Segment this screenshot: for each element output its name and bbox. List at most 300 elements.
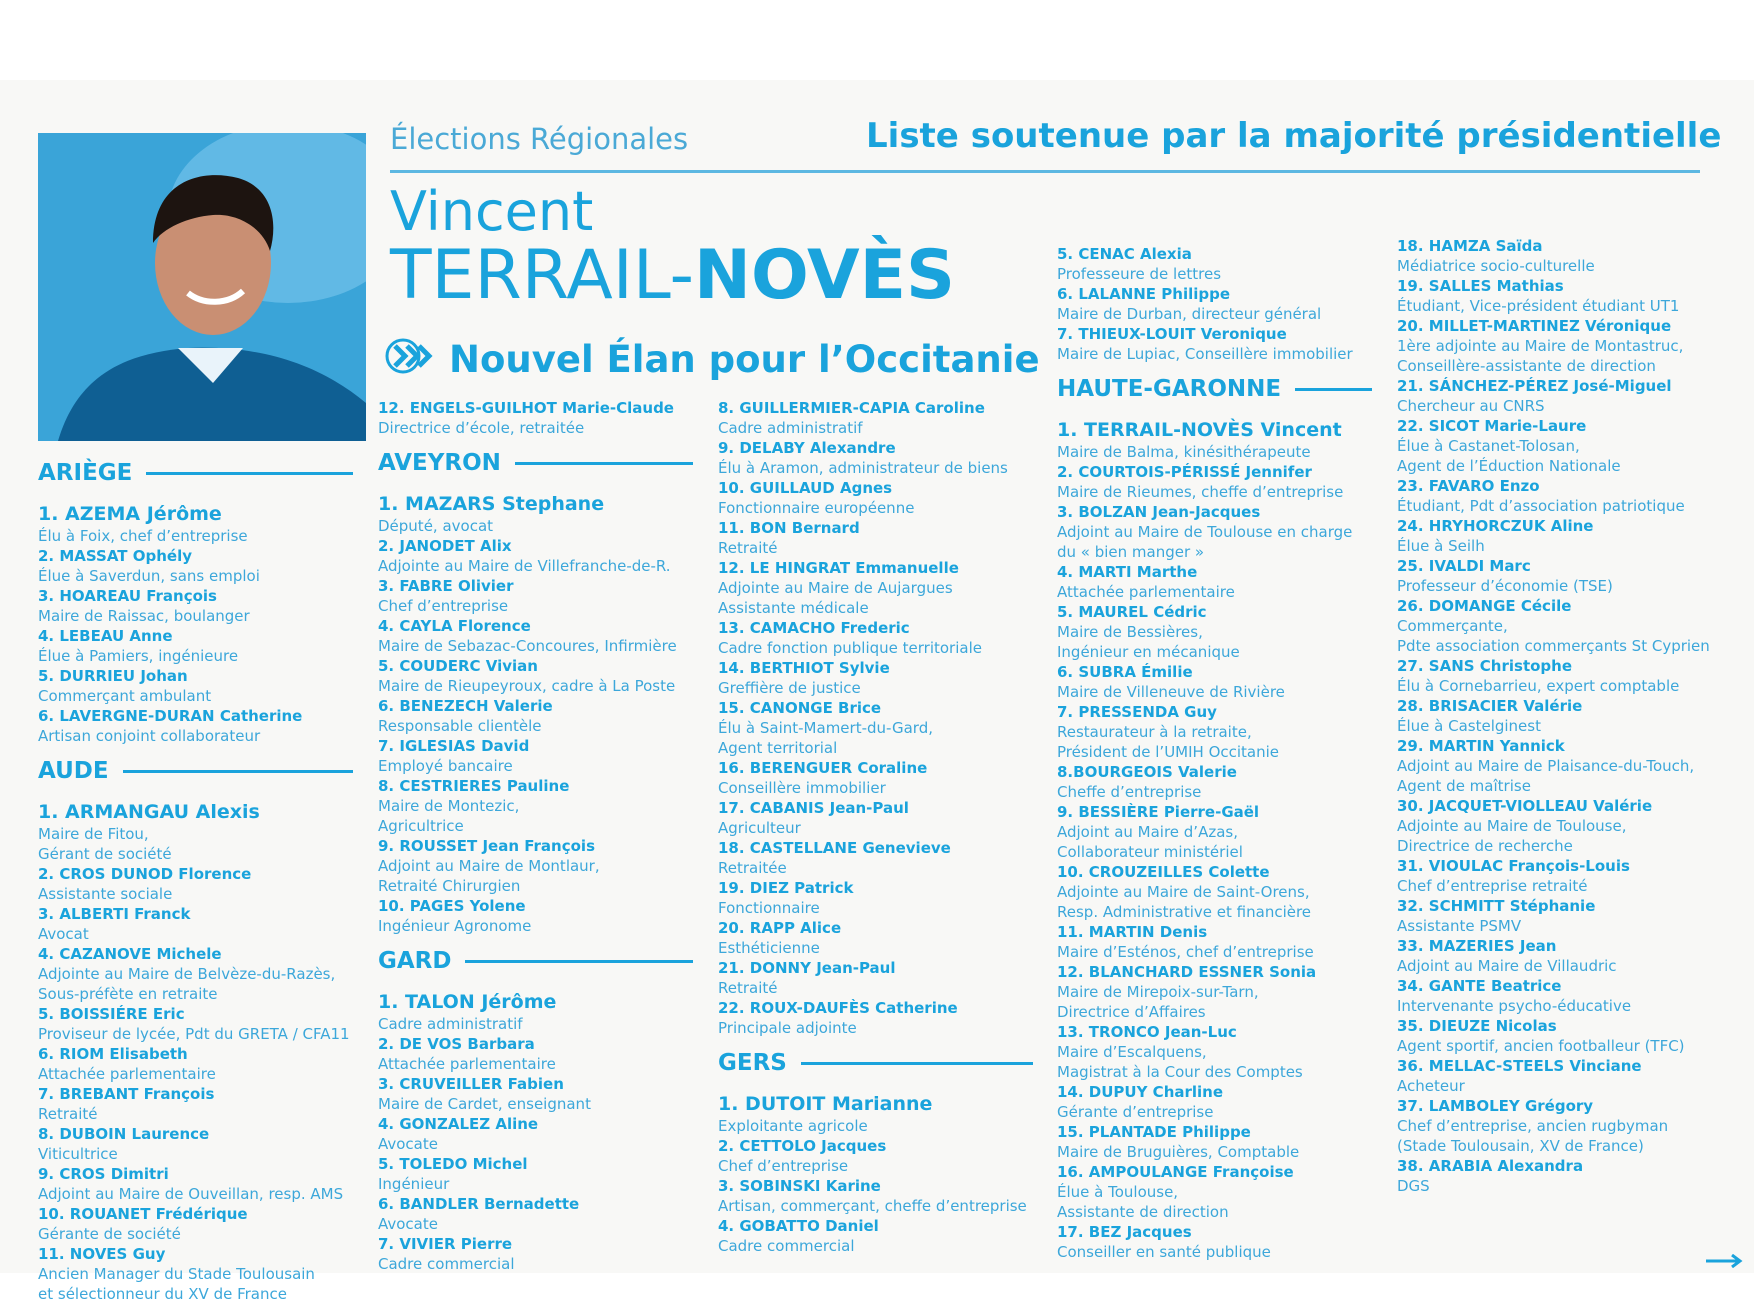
- candidate-name: 3. ALBERTI Franck: [38, 905, 191, 923]
- candidate-role: et sélectionneur du XV de France: [38, 1285, 287, 1303]
- candidate-role: Avocat: [38, 925, 89, 943]
- candidate-entry: [1397, 376, 1717, 416]
- candidate-portrait: [38, 133, 366, 441]
- candidate-entry: [38, 1044, 353, 1084]
- candidate-entry: [718, 558, 1033, 618]
- candidate-name: 36. MELLAC-STEELS Vinciane: [1397, 1057, 1642, 1075]
- candidate-role: Attachée parlementaire: [378, 1055, 556, 1073]
- department-name: HAUTE-GARONNE: [1057, 376, 1282, 402]
- candidate-name: 7. THIEUX-LOUIT Veronique: [1057, 325, 1287, 343]
- candidate-role: Maire de Sebazac-Concoures, Infirmière: [378, 637, 677, 655]
- candidate-name: 2. CROS DUNOD Florence: [38, 865, 252, 883]
- candidate-name: 4. MARTI Marthe: [1057, 563, 1198, 581]
- candidate-entry: [1057, 418, 1372, 462]
- candidate-name: 20. RAPP Alice: [718, 919, 842, 937]
- candidate-role: Adjointe au Maire de Belvèze-du-Razès,: [38, 965, 336, 983]
- list-column-4: [1057, 244, 1372, 1262]
- candidate-role: Élu à Aramon, administrateur de biens: [718, 459, 1008, 477]
- candidate-entry: [718, 478, 1033, 518]
- candidate-entry: [378, 1234, 693, 1274]
- candidate-name: 6. BENEZECH Valerie: [378, 697, 553, 715]
- candidate-entry: [1057, 662, 1372, 702]
- candidate-name: 24. HRYHORCZUK Aline: [1397, 517, 1594, 535]
- candidate-role: Professeure de lettres: [1057, 265, 1222, 283]
- candidate-role: Élue à Castanet-Tolosan,: [1397, 437, 1580, 455]
- candidate-name: 25. IVALDI Marc: [1397, 557, 1531, 575]
- candidate-role: Assistante médicale: [718, 599, 869, 617]
- candidate-role: Directrice d’Affaires: [1057, 1003, 1206, 1021]
- candidate-entry: [1057, 562, 1372, 602]
- candidate-role: Adjointe au Maire de Toulouse,: [1397, 817, 1627, 835]
- candidate-role: Assistante PSMV: [1397, 917, 1522, 935]
- candidate-role: Greffière de justice: [718, 679, 861, 697]
- candidate-entry: [1057, 702, 1372, 762]
- candidate-name: 4. LEBEAU Anne: [38, 627, 173, 645]
- arrow-right-icon: [1706, 1253, 1746, 1267]
- candidate-role: Adjoint au Maire de Montlaur,: [378, 857, 600, 875]
- candidate-role: Pdte association commerçants St Cyprien: [1397, 637, 1710, 655]
- candidate-role: Chef d’entreprise retraité: [1397, 877, 1588, 895]
- candidate-name: 7. BREBANT François: [38, 1085, 215, 1103]
- candidate-entry: [378, 1034, 693, 1074]
- candidate-name: 2. DE VOS Barbara: [378, 1035, 535, 1053]
- candidate-name: 5. TOLEDO Michel: [378, 1155, 528, 1173]
- candidate-entry: [718, 798, 1033, 838]
- candidate-name: 19. SALLES Mathias: [1397, 277, 1564, 295]
- candidate-entry: [1057, 862, 1372, 922]
- candidate-entry: [1397, 896, 1717, 936]
- candidate-role: Retraitée: [718, 859, 787, 877]
- candidate-name: 13. CAMACHO Frederic: [718, 619, 910, 637]
- candidate-entry: [1057, 1162, 1372, 1222]
- candidate-entry: [1397, 1156, 1717, 1196]
- department-rule: [515, 462, 693, 465]
- candidate-entry: [378, 1074, 693, 1114]
- candidate-role: Ingénieur: [378, 1175, 450, 1193]
- candidate-name: 4. GOBATTO Daniel: [718, 1217, 879, 1235]
- department-rule: [801, 1062, 1033, 1065]
- candidate-entry: [1397, 276, 1717, 316]
- candidate-entry: [38, 1084, 353, 1124]
- candidate-name: 3. HOAREAU François: [38, 587, 217, 605]
- candidate-name: 6. BANDLER Bernadette: [378, 1195, 580, 1213]
- candidate-name: 12. ENGELS-GUILHOT Marie-Claude: [378, 399, 674, 417]
- department-name: ARIÈGE: [38, 460, 133, 486]
- candidate-role: Principale adjointe: [718, 1019, 857, 1037]
- department-heading: [38, 458, 353, 488]
- candidate-entry: [38, 944, 353, 1004]
- candidate-name: 9. DELABY Alexandre: [718, 439, 896, 457]
- candidate-entry: [1397, 656, 1717, 696]
- candidate-name: 1. AZEMA Jérôme: [38, 503, 222, 525]
- candidate-name: 11. BON Bernard: [718, 519, 860, 537]
- candidate-role: Agent sportif, ancien footballeur (TFC): [1397, 1037, 1685, 1055]
- candidate-name: 12. BLANCHARD ESSNER Sonia: [1057, 963, 1317, 981]
- candidate-entry: [718, 838, 1033, 878]
- candidate-role: Adjointe au Maire de Saint-Orens,: [1057, 883, 1310, 901]
- candidate-name: 1. MAZARS Stephane: [378, 493, 605, 515]
- candidate-name: 6. RIOM Elisabeth: [38, 1045, 188, 1063]
- candidate-role: Avocate: [378, 1135, 438, 1153]
- candidate-entry: [1397, 556, 1717, 596]
- candidate-name: 33. MAZERIES Jean: [1397, 937, 1557, 955]
- candidate-entry: [1397, 416, 1717, 476]
- candidate-name: 4. CAZANOVE Michele: [38, 945, 222, 963]
- candidate-entry: [38, 586, 353, 626]
- candidate-role: Retraité Chirurgien: [378, 877, 521, 895]
- candidate-entry: [1397, 516, 1717, 556]
- candidate-entry: [1397, 476, 1717, 516]
- candidate-name: 11. NOVES Guy: [38, 1245, 166, 1263]
- candidate-name: 8. GUILLERMIER-CAPIA Caroline: [718, 399, 985, 417]
- candidate-role: Adjoint au Maire de Ouveillan, resp. AMS: [38, 1185, 344, 1203]
- candidate-entry: [378, 1154, 693, 1194]
- candidate-role: Retraité: [718, 979, 778, 997]
- candidate-name: 3. BOLZAN Jean-Jacques: [1057, 503, 1261, 521]
- candidate-name: 17. CABANIS Jean-Paul: [718, 799, 909, 817]
- candidate-role: Restaurateur à la retraite,: [1057, 723, 1252, 741]
- slogan-text: Nouvel Élan pour l’Occitanie: [449, 338, 1040, 381]
- candidate-role: Directrice de recherche: [1397, 837, 1573, 855]
- candidate-role: Viticultrice: [38, 1145, 118, 1163]
- candidate-role: Employé bancaire: [378, 757, 513, 775]
- candidate-entry: [1397, 936, 1717, 976]
- candidate-name: 5. BOISSIÉRE Eric: [38, 1005, 185, 1023]
- candidate-name: 3. SOBINSKI Karine: [718, 1177, 881, 1195]
- candidate-entry: [1397, 856, 1717, 896]
- candidate-entry: [378, 776, 693, 836]
- candidate-entry: [1057, 284, 1372, 324]
- candidate-last-name-b: NOVÈS: [694, 236, 955, 315]
- candidate-role: Assistante de direction: [1057, 1203, 1229, 1221]
- candidate-role: Assistante sociale: [38, 885, 173, 903]
- candidate-entry: [38, 666, 353, 706]
- elections-label: Élections Régionales: [390, 122, 689, 156]
- candidate-name: 2. MASSAT Ophély: [38, 547, 192, 565]
- candidate-entry: [38, 1244, 353, 1304]
- candidate-entry: [1057, 462, 1372, 502]
- candidate-name: 38. ARABIA Alexandra: [1397, 1157, 1584, 1175]
- candidate-entry: [38, 800, 353, 864]
- candidate-role: Ingénieur en mécanique: [1057, 643, 1240, 661]
- candidate-name: 4. CAYLA Florence: [378, 617, 531, 635]
- candidate-role: Conseiller en santé publique: [1057, 1243, 1271, 1261]
- candidate-name: 16. AMPOULANGE Françoise: [1057, 1163, 1294, 1181]
- candidate-role: Élue à Saverdun, sans emploi: [38, 567, 260, 585]
- candidate-role: Étudiant, Pdt d’association patriotique: [1397, 497, 1685, 515]
- candidate-role: Sous-préfète en retraite: [38, 985, 218, 1003]
- candidate-entry: [1057, 244, 1372, 284]
- candidate-role: Maire de Bruguières, Comptable: [1057, 1143, 1300, 1161]
- candidate-name: 17. BEZ Jacques: [1057, 1223, 1192, 1241]
- candidate-role: Magistrat à la Cour des Comptes: [1057, 1063, 1303, 1081]
- candidate-role: Adjoint au Maire de Villaudric: [1397, 957, 1617, 975]
- department-heading: [378, 946, 693, 976]
- candidate-name: 11. MARTIN Denis: [1057, 923, 1208, 941]
- candidate-role: Conseillère immobilier: [718, 779, 886, 797]
- candidate-role: Élue à Castelginest: [1397, 717, 1541, 735]
- candidate-role: Fonctionnaire européenne: [718, 499, 915, 517]
- candidate-role: Adjoint au Maire de Plaisance-du-Touch,: [1397, 757, 1695, 775]
- candidate-entry: [718, 758, 1033, 798]
- candidate-entry: [718, 958, 1033, 998]
- candidate-role: Exploitante agricole: [718, 1117, 868, 1135]
- department-name: AUDE: [38, 758, 109, 784]
- candidate-entry: [1057, 1022, 1372, 1082]
- candidate-role: Retraité: [38, 1105, 98, 1123]
- candidate-entry: [1397, 1096, 1717, 1156]
- department-rule: [1295, 388, 1372, 391]
- candidate-name: 6. LAVERGNE-DURAN Catherine: [38, 707, 303, 725]
- candidate-entry: [378, 836, 693, 896]
- candidate-entry: [718, 998, 1033, 1038]
- candidate-role: Agent territorial: [718, 739, 838, 757]
- candidate-name: 12. LE HINGRAT Emmanuelle: [718, 559, 959, 577]
- candidate-entry: [1397, 696, 1717, 736]
- candidate-name: 28. BRISACIER Valérie: [1397, 697, 1583, 715]
- candidate-role: Maire de Cardet, enseignant: [378, 1095, 591, 1113]
- candidate-role: Agriculteur: [718, 819, 801, 837]
- candidate-role: Élu à Cornebarrieu, expert comptable: [1397, 677, 1680, 695]
- candidate-entry: [378, 696, 693, 736]
- candidate-role: Élu à Saint-Mamert-du-Gard,: [718, 719, 933, 737]
- candidate-entry: [1397, 736, 1717, 796]
- candidate-entry: [718, 1092, 1033, 1136]
- candidate-role: Attachée parlementaire: [38, 1065, 216, 1083]
- candidate-name: 8. CESTRIERES Pauline: [378, 777, 570, 795]
- liste-label: Liste soutenue par la majorité présidentielle: [866, 116, 1722, 156]
- candidate-entry: [38, 502, 353, 546]
- candidate-name: 6. SUBRA Émilie: [1057, 663, 1193, 681]
- candidate-name: 18. CASTELLANE Genevieve: [718, 839, 951, 857]
- department-rule: [123, 770, 353, 773]
- candidate-entry: [378, 492, 693, 536]
- candidate-name: 6. LALANNE Philippe: [1057, 285, 1231, 303]
- candidate-last-name-a: TERRAIL-: [390, 236, 695, 315]
- candidate-name: 5. DURRIEU Johan: [38, 667, 188, 685]
- candidate-entry: [718, 918, 1033, 958]
- candidate-name: 31. VIOULAC François-Louis: [1397, 857, 1630, 875]
- candidate-name: 5. MAUREL Cédric: [1057, 603, 1207, 621]
- candidate-name: 2. JANODET Alix: [378, 537, 512, 555]
- candidate-entry: [38, 864, 353, 904]
- candidate-name: 14. DUPUY Charline: [1057, 1083, 1224, 1101]
- candidate-name: 26. DOMANGE Cécile: [1397, 597, 1572, 615]
- candidate-entry: [718, 618, 1033, 658]
- list-column-5: [1397, 236, 1717, 1196]
- candidate-role: Adjointe au Maire de Aujargues: [718, 579, 953, 597]
- candidate-role: (Stade Toulousain, XV de France): [1397, 1137, 1644, 1155]
- candidate-entry: [718, 518, 1033, 558]
- candidate-entry: [1057, 324, 1372, 364]
- candidate-name: 32. SCHMITT Stéphanie: [1397, 897, 1596, 915]
- candidate-name: 18. HAMZA Saïda: [1397, 237, 1543, 255]
- candidate-name: 10. CROUZEILLES Colette: [1057, 863, 1270, 881]
- candidate-role: Médiatrice socio-culturelle: [1397, 257, 1595, 275]
- candidate-name: 34. GANTE Beatrice: [1397, 977, 1562, 995]
- department-heading: [378, 448, 693, 478]
- candidate-entry: [718, 438, 1033, 478]
- candidate-role: Président de l’UMIH Occitanie: [1057, 743, 1280, 761]
- candidate-role: Artisan conjoint collaborateur: [38, 727, 261, 745]
- candidate-role: Cadre fonction publique territoriale: [718, 639, 982, 657]
- candidate-role: Maire de Durban, directeur général: [1057, 305, 1322, 323]
- candidate-role: Agricultrice: [378, 817, 464, 835]
- candidate-entry: [378, 736, 693, 776]
- candidate-entry: [1057, 762, 1372, 802]
- candidate-role: Maire de Lupiac, Conseillère immobilier: [1057, 345, 1353, 363]
- candidate-name: 2. CETTOLO Jacques: [718, 1137, 887, 1155]
- candidate-name: 13. TRONCO Jean-Luc: [1057, 1023, 1237, 1041]
- department-rule: [146, 472, 353, 475]
- candidate-name: 19. DIEZ Patrick: [718, 879, 854, 897]
- candidate-name: 22. ROUX-DAUFÈS Catherine: [718, 999, 958, 1017]
- candidate-entry: [1057, 1122, 1372, 1162]
- candidate-entry: [38, 1164, 353, 1204]
- candidate-role: Maire de Fitou,: [38, 825, 149, 843]
- candidate-role: Étudiant, Vice-président étudiant UT1: [1397, 297, 1680, 315]
- candidate-entry: [1057, 922, 1372, 962]
- candidate-entry: [378, 990, 693, 1034]
- candidate-entry: [38, 1124, 353, 1164]
- candidate-role: Élu à Foix, chef d’entreprise: [38, 527, 248, 545]
- candidate-role: Agent de maîtrise: [1397, 777, 1531, 795]
- candidate-name: 30. JACQUET-VIOLLEAU Valérie: [1397, 797, 1653, 815]
- candidate-role: Maire de Rieumes, cheffe d’entreprise: [1057, 483, 1344, 501]
- candidate-role: Artisan, commerçant, cheffe d’entreprise: [718, 1197, 1027, 1215]
- candidate-entry: [718, 658, 1033, 698]
- candidate-name: 10. GUILLAUD Agnes: [718, 479, 893, 497]
- candidate-name: 35. DIEUZE Nicolas: [1397, 1017, 1557, 1035]
- candidate-role: Cadre commercial: [718, 1237, 855, 1255]
- candidate-role: Cadre administratif: [378, 1015, 523, 1033]
- candidate-name: 8. DUBOIN Laurence: [38, 1125, 210, 1143]
- candidate-name: 37. LAMBOLEY Grégory: [1397, 1097, 1594, 1115]
- candidate-role: Gérant de société: [38, 845, 172, 863]
- candidate-role: Chercheur au CNRS: [1397, 397, 1545, 415]
- candidate-role: Cadre administratif: [718, 419, 863, 437]
- candidate-entry: [378, 576, 693, 616]
- candidate-entry: [378, 398, 693, 438]
- list-column-1: [38, 448, 353, 1304]
- candidate-role: Député, avocat: [378, 517, 494, 535]
- department-name: GERS: [718, 1050, 787, 1076]
- candidate-role: DGS: [1397, 1177, 1430, 1195]
- candidate-entry: [38, 1204, 353, 1244]
- candidate-entry: [1397, 596, 1717, 656]
- candidate-entry: [38, 706, 353, 746]
- candidate-role: Proviseur de lycée, Pdt du GRETA / CFA11: [38, 1025, 350, 1043]
- candidate-role: Maire de Balma, kinésithérapeute: [1057, 443, 1311, 461]
- candidate-entry: [718, 1176, 1033, 1216]
- candidate-role: Avocate: [378, 1215, 438, 1233]
- candidate-role: Ancien Manager du Stade Toulousain: [38, 1265, 315, 1283]
- candidate-name: 1. DUTOIT Marianne: [718, 1093, 933, 1115]
- candidate-role: Chef d’entreprise: [378, 597, 509, 615]
- candidate-entry: [718, 398, 1033, 438]
- candidate-entry: [1397, 1056, 1717, 1096]
- candidate-role: Gérante de société: [38, 1225, 181, 1243]
- double-chevron-icon: [385, 338, 435, 383]
- candidate-entry: [378, 1114, 693, 1154]
- candidate-name: 15. PLANTADE Philippe: [1057, 1123, 1251, 1141]
- candidate-name: 1. TALON Jérôme: [378, 991, 557, 1013]
- candidate-name: 14. BERTHIOT Sylvie: [718, 659, 890, 677]
- candidate-name: 9. BESSIÈRE Pierre-Gaël: [1057, 803, 1260, 821]
- candidate-role: Professeur d’économie (TSE): [1397, 577, 1613, 595]
- candidate-entry: [38, 626, 353, 666]
- candidate-entry: [1397, 976, 1717, 1016]
- candidate-role: Maire d’Esténos, chef d’entreprise: [1057, 943, 1314, 961]
- slogan: [385, 338, 1040, 383]
- candidate-entry: [378, 896, 693, 936]
- candidate-role: Responsable clientèle: [378, 717, 542, 735]
- candidate-name: 1. TERRAIL-NOVÈS Vincent: [1057, 419, 1342, 441]
- candidate-name: 2. COURTOIS-PÉRISSÉ Jennifer: [1057, 463, 1312, 481]
- candidate-name: 5. COUDERC Vivian: [378, 657, 538, 675]
- candidate-entry: [718, 1216, 1033, 1256]
- candidate-entry: [378, 616, 693, 656]
- candidate-role: Maire de Raissac, boulanger: [38, 607, 250, 625]
- candidate-role: Resp. Administrative et financière: [1057, 903, 1312, 921]
- department-heading: [1057, 374, 1372, 404]
- candidate-entry: [1057, 962, 1372, 1022]
- candidate-role: Adjointe au Maire de Villefranche-de-R.: [378, 557, 671, 575]
- candidate-entry: [1057, 802, 1372, 862]
- candidate-name: 3. FABRE Olivier: [378, 577, 514, 595]
- candidate-entry: [378, 1194, 693, 1234]
- candidate-entry: [378, 536, 693, 576]
- candidate-entry: [1057, 1222, 1372, 1262]
- header-divider: [390, 170, 1700, 173]
- candidate-entry: [1057, 1082, 1372, 1122]
- candidate-role: Maire de Villeneuve de Rivière: [1057, 683, 1285, 701]
- candidate-name: 21. SÁNCHEZ-PÉREZ José-Miguel: [1397, 377, 1672, 395]
- candidate-role: Commerçant ambulant: [38, 687, 212, 705]
- candidate-name: 7. PRESSENDA Guy: [1057, 703, 1217, 721]
- candidate-entry: [718, 878, 1033, 918]
- candidate-last-name: [390, 236, 955, 315]
- candidate-name: 9. ROUSSET Jean François: [378, 837, 596, 855]
- candidate-name: 10. ROUANET Frédérique: [38, 1205, 248, 1223]
- candidate-role: Maire de Bessières,: [1057, 623, 1203, 641]
- candidate-name: 15. CANONGE Brice: [718, 699, 882, 717]
- candidate-role: Commerçante,: [1397, 617, 1508, 635]
- candidate-role: Retraité: [718, 539, 778, 557]
- candidate-first-name: Vincent: [390, 180, 594, 243]
- candidate-role: Acheteur: [1397, 1077, 1465, 1095]
- candidate-entry: [1397, 236, 1717, 276]
- candidate-entry: [38, 546, 353, 586]
- department-name: AVEYRON: [378, 450, 501, 476]
- candidate-role: Fonctionnaire: [718, 899, 820, 917]
- list-column-2: [378, 398, 693, 1274]
- candidate-entry: [1397, 796, 1717, 856]
- candidate-entry: [38, 904, 353, 944]
- candidate-role: Agent de l’Éduction Nationale: [1397, 457, 1621, 475]
- candidate-role: du « bien manger »: [1057, 543, 1205, 561]
- candidate-role: Élue à Toulouse,: [1057, 1183, 1179, 1201]
- candidate-role: Chef d’entreprise, ancien rugbyman: [1397, 1117, 1669, 1135]
- candidate-role: Conseillère-assistante de direction: [1397, 357, 1656, 375]
- candidate-role: Adjoint au Maire d’Azas,: [1057, 823, 1238, 841]
- candidate-entry: [718, 698, 1033, 758]
- department-heading: [38, 756, 353, 786]
- candidate-name: 22. SICOT Marie-Laure: [1397, 417, 1587, 435]
- candidate-role: Élue à Seilh: [1397, 537, 1485, 555]
- candidate-role: Cheffe d’entreprise: [1057, 783, 1202, 801]
- candidate-role: 1ère adjointe au Maire de Montastruc,: [1397, 337, 1684, 355]
